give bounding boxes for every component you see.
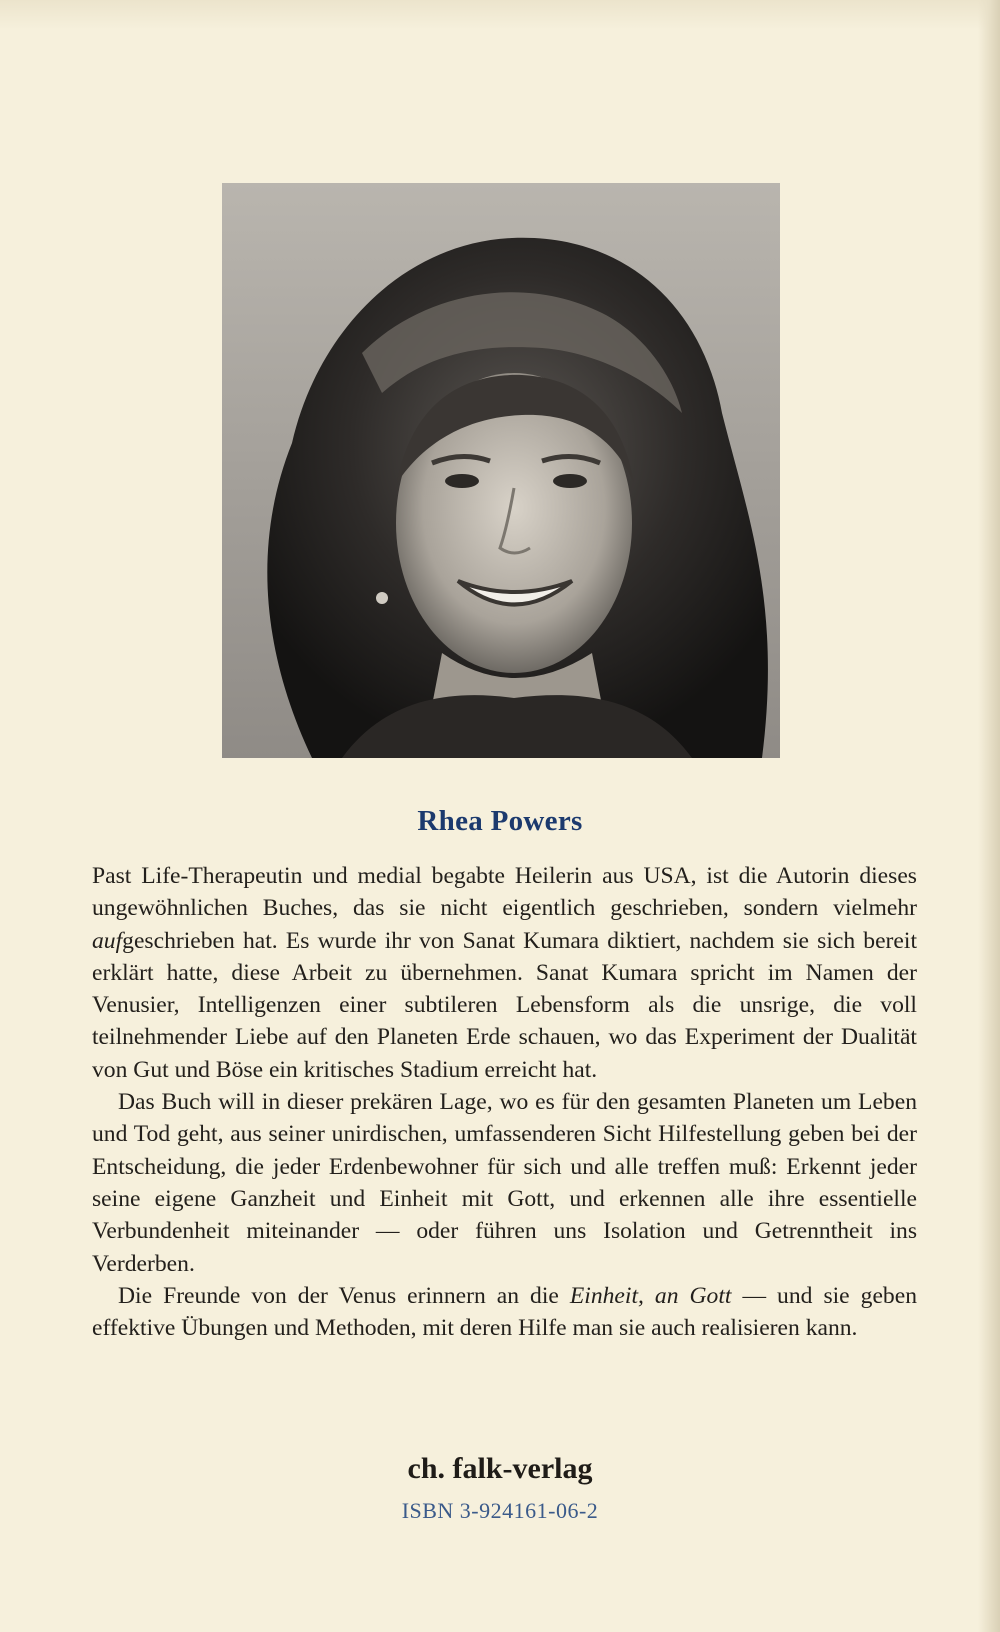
isbn-number: ISBN 3-924161-06-2 [401, 1498, 599, 1523]
author-portrait-photo [222, 183, 780, 758]
portrait-drawing [222, 183, 780, 758]
publisher-name: ch. falk-verlag [407, 1452, 593, 1485]
paragraph-1: Past Life-Therapeutin und medial begabte Heilerin aus USA, ist die Autorin dieses ungewöhnlichen Buches, das sie nicht eigentlich geschrieben, sondern vielmehr aufgeschrieben hat. Es wurde ihr von Sanat Kumara diktiert, nachdem sie sich bereit erklärt hatte, diese Arbeit zu übernehmen. Sanat Kumara spricht im Namen der Venusier, Intelligenzen einer subtileren Lebensform als die unsrige, die voll teilnehmender Liebe auf den Planeten Erde schauen, wo das Experiment der Dualität von Gut und Böse ein kritisches Stadium erreicht hat. [92, 863, 917, 1083]
paragraph-2: Das Buch will in dieser prekären Lage, wo es für den gesamten Planeten um Leben und Tod geht, aus seiner unirdischen, umfassenderen Sicht Hilfestellung geben bei der Entscheidung, die jeder Erdenbewohner für sich und alle treffen muß: Erkennt jeder seine eigene Ganzheit und Einheit mit Gott, und erkennen alle ihre essentielle Verbundenheit miteinander — oder führen uns Isolation und Getrenntheit ins Verderben. [92, 1089, 917, 1277]
author-name: Rhea Powers [417, 805, 583, 837]
left-eye [445, 474, 479, 488]
right-eye [553, 474, 587, 488]
description-text [92, 860, 917, 1344]
paragraph-3: Die Freunde von der Venus erinnern an die Einheit, an Gott — und sie geben effektive Übungen und Methoden, mit deren Hilfe man sie auch realisieren kann. [92, 1282, 917, 1342]
paper-top-edge [0, 0, 1000, 30]
earring [376, 592, 388, 604]
